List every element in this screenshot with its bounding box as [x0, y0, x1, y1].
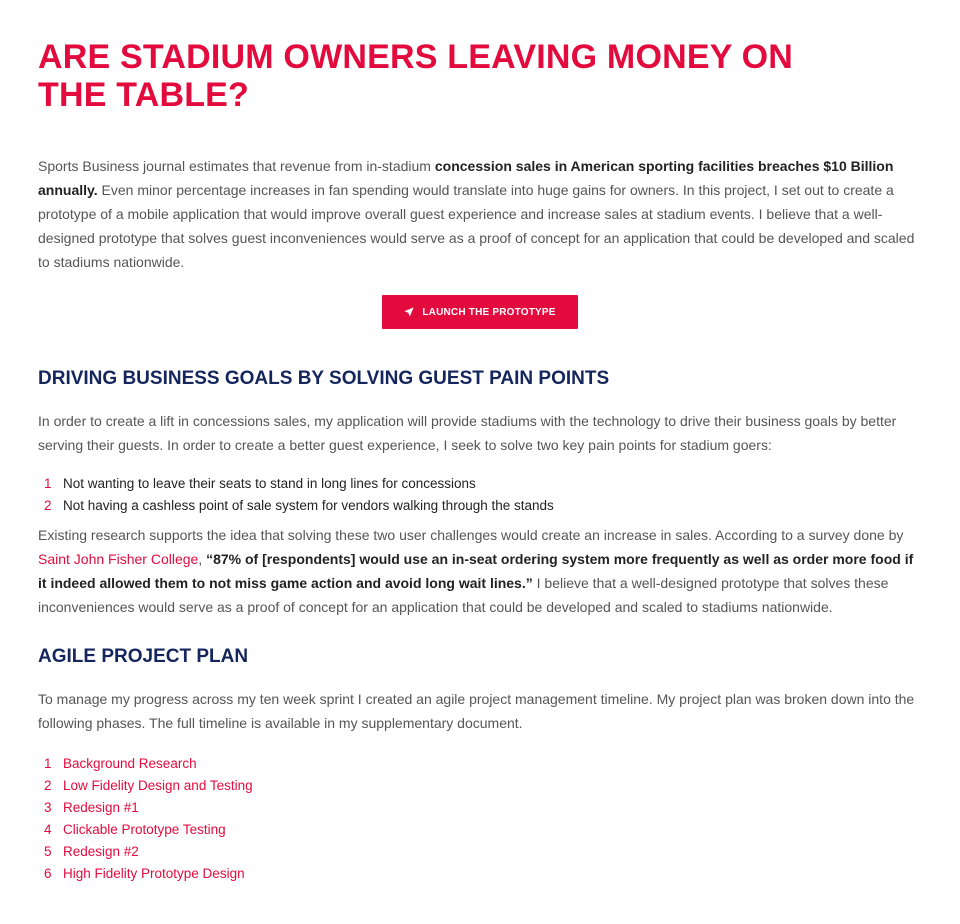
list-number: 4 [44, 822, 52, 837]
phase-link-redesign-1[interactable]: Redesign #1 [63, 800, 139, 815]
list-text: Not having a cashless point of sale system for vendors walking through the stands [63, 498, 554, 513]
list-number: 6 [44, 866, 52, 881]
phase-link-background-research[interactable]: Background Research [63, 756, 197, 771]
launch-row [38, 295, 922, 329]
intro-lead: Sports Business journal estimates that revenue from in-stadium [38, 158, 435, 174]
saint-john-fisher-link[interactable]: Saint John Fisher College [38, 551, 199, 567]
plan-paragraph: To manage my progress across my ten week sprint I created an agile project management timeline. My project plan was broken down into the following phases. The full timeline is available in my supplementary document. [38, 691, 915, 731]
phase-link-low-fidelity[interactable]: Low Fidelity Design and Testing [63, 778, 253, 793]
goals-paragraph: In order to create a lift in concessions sales, my application will provide stadiums with the technology to drive their business goals by better serving their guests. In order to create a better guest experience, I seek to solve two key pain points for stadium goers: [38, 413, 897, 453]
research-sep: , [198, 551, 207, 567]
phase-item[interactable] [38, 819, 922, 841]
page-title: ARE STADIUM OWNERS LEAVING MONEY ON THE TABLE? [38, 38, 794, 114]
section-heading-plan: AGILE PROJECT PLAN [38, 646, 249, 667]
launch-prototype-button[interactable] [382, 295, 578, 329]
phase-item[interactable] [38, 863, 922, 885]
phase-item[interactable] [38, 841, 922, 863]
list-item [38, 495, 922, 517]
list-number: 3 [44, 800, 52, 815]
list-text: Not wanting to leave their seats to stand in long lines for concessions [63, 476, 476, 491]
pain-points-list [38, 473, 922, 517]
research-paragraph [38, 523, 922, 619]
phase-link-high-fidelity[interactable]: High Fidelity Prototype Design [63, 866, 245, 881]
intro-bold: concession sales in American sporting facilities breaches $10 Billion annually. [38, 158, 894, 198]
list-number: 1 [44, 756, 52, 771]
intro-paragraph [38, 154, 922, 274]
phase-link-clickable-prototype[interactable]: Clickable Prototype Testing [63, 822, 226, 837]
research-quote: “87% of [respondents] would use an in-seat ordering system more frequently as well as order more food if it indeed allowed them to not miss game action and avoid long wait lines.” [38, 551, 914, 591]
research-rest: I believe that a well-designed prototype that solves these inconveniences would serve as a proof of concept for an application that could be developed and scaled to stadiums nationwide. [38, 575, 889, 615]
research-lead: Existing research supports the idea that solving these two user challenges would create an increase in sales. According to a survey done by [38, 527, 904, 543]
list-number: 2 [44, 778, 52, 793]
phase-item[interactable] [38, 753, 922, 775]
phase-item[interactable] [38, 775, 922, 797]
section-heading-goals: DRIVING BUSINESS GOALS BY SOLVING GUEST PAIN POINTS [38, 368, 610, 389]
rocket-icon [404, 307, 414, 317]
phase-link-redesign-2[interactable]: Redesign #2 [63, 844, 139, 859]
phase-item[interactable] [38, 797, 922, 819]
list-number: 2 [44, 498, 52, 513]
intro-rest: Even minor percentage increases in fan spending would translate into huge gains for owners. In this project, I set out to create a prototype of a mobile application that would improve overall guest experience and increase sales at stadium events. I believe that a well-designed prototype that solves guest inconveniences would serve as a proof of concept for an application that could be developed and scaled to stadiums nationwide. [38, 182, 915, 270]
list-item [38, 473, 922, 495]
launch-prototype-label: LAUNCH THE PROTOTYPE [422, 306, 556, 318]
phases-list [38, 753, 922, 885]
list-number: 5 [44, 844, 52, 859]
list-number: 1 [44, 476, 52, 491]
